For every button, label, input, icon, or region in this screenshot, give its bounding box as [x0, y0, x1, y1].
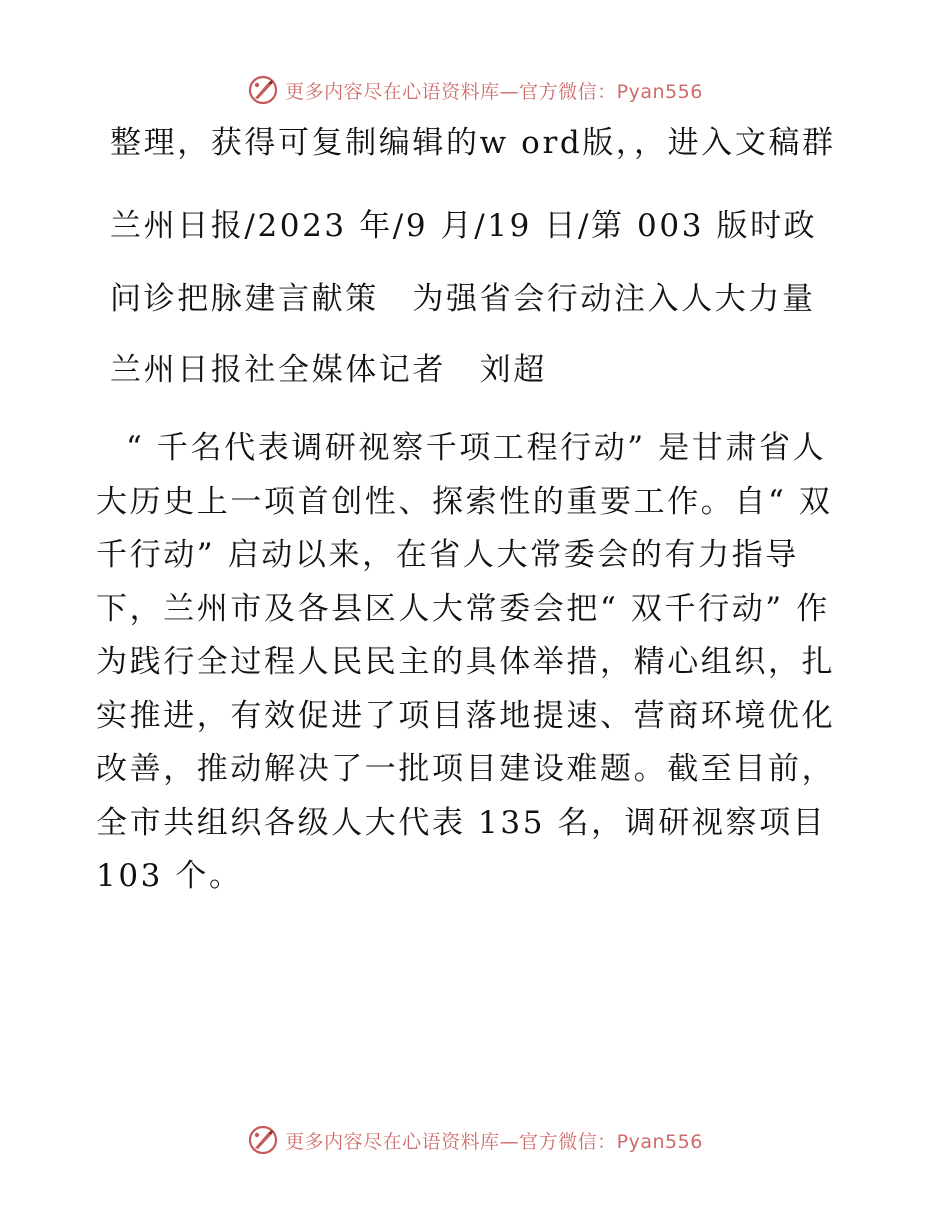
intro-paragraph: 整理，获得可复制编辑的w ord版，，进入文稿群 [110, 125, 836, 161]
quill-seal-icon [247, 1124, 279, 1156]
watermark-text: 更多内容尽在心语资料库—官方微信：Pyan556 [285, 80, 703, 103]
quill-seal-icon [247, 74, 279, 106]
watermark-footer [0, 1122, 950, 1158]
article-body-paragraph: “ 千名代表调研视察千项工程行动” 是甘肃省人大历史上一项首创性、探索性的重要工作。自“ 双千行动” 启动以来，在省人大常委会的有力指导下，兰州市及各县区人大常委会把“ 双千行动” 作为践行全过程人民民主的具体举措，精心组织，扎实推进，有效促进了项目落地提速、营商环境优化改善，推动解决了一批项目建设难题。截至目前，全市共组织各级人大代表 135 名，调研视察项目 103 个。 [96, 430, 836, 894]
watermark-text: 更多内容尽在心语资料库—官方微信：Pyan556 [285, 1130, 703, 1153]
article-title: 问诊把脉建言献策 为强省会行动注入人大力量 [110, 281, 816, 317]
document-body [96, 118, 856, 904]
article-author: 兰州日报社全媒体记者 刘超 [110, 352, 547, 388]
watermark-header [0, 72, 950, 108]
publication-info: 兰州日报/2023 年/9 月/19 日/第 003 版时政 [110, 208, 818, 244]
